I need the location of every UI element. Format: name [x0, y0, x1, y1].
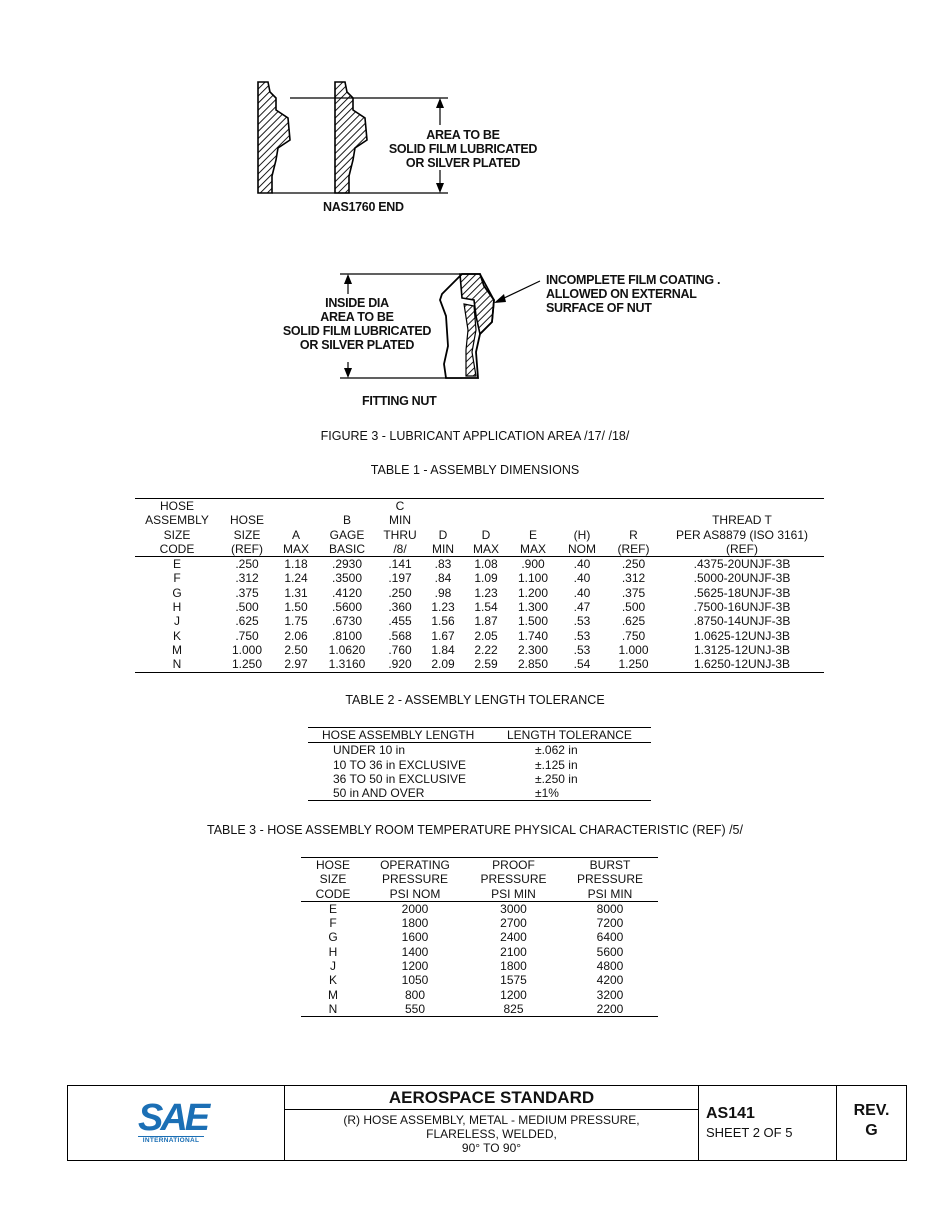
nut-inside-line-3: SOLID FILM LUBRICATED [282, 324, 432, 338]
sheet-number: SHEET 2 OF 5 [706, 1125, 793, 1140]
nas-end-label: NAS1760 END [323, 200, 404, 214]
table3-title: TABLE 3 - HOSE ASSEMBLY ROOM TEMPERATURE PHYSICAL CHARACTERISTIC (REF) /5/ [207, 823, 743, 837]
table-row: F 1800 2700 7200 [329, 916, 624, 931]
table-row: K 1050 1575 4200 [328, 973, 624, 988]
nut-note-line-1: INCOMPLETE FILM COATING . [546, 273, 721, 287]
table-row: J .625 1.75 .6730 .455 1.56 1.87 1.500 .53 .625 .8750-14UNJF-3B [174, 614, 791, 629]
t1-header-r: R (REF) [617, 527, 650, 556]
table-row: 50 in AND OVER ±1% [333, 786, 559, 801]
nut-inside-line-1: INSIDE DIA [325, 296, 389, 310]
table-row: 36 TO 50 in EXCLUSIVE ±.250 in [333, 771, 578, 786]
table-row: K .750 2.06 .8100 .568 1.67 2.05 1.740 .53 .750 1.0625-12UNJ-3B [172, 628, 791, 643]
t3-header-operating: OPERATING PRESSURE PSI NOM [380, 858, 450, 901]
t2-header-length: HOSE ASSEMBLY LENGTH [322, 728, 475, 742]
table3-header-row [301, 858, 658, 902]
table-row: G 1600 2400 6400 [328, 930, 624, 945]
sae-logo-sub: INTERNATIONAL [138, 1136, 204, 1144]
nut-inside-line-2: AREA TO BE [320, 310, 394, 324]
nut-note-arrow [494, 294, 506, 303]
sae-logo-icon: SAE [138, 1097, 208, 1139]
table1 [135, 498, 824, 673]
table-row: N 550 825 2200 [328, 1001, 624, 1016]
table-row: H 1400 2100 5600 [328, 944, 624, 959]
t1-header-d-min: D MIN [432, 527, 454, 556]
table-row: M 1.000 2.50 1.0620 .760 1.84 2.22 2.300 .53 1.000 1.3125-12UNJ-3B [172, 642, 791, 657]
nas-area-label [368, 128, 558, 170]
nut-inside-line-4: OR SILVER PLATED [299, 338, 415, 352]
nas-end-right-wall [335, 82, 367, 193]
table-row: E 2000 3000 8000 [328, 901, 624, 916]
doc-number: AS141 [706, 1105, 755, 1122]
desc-line-3: 90° TO 90° [461, 1141, 522, 1155]
t1-header-a: A MAX [282, 527, 309, 556]
nut-note-leader [500, 281, 540, 300]
table3-body [301, 901, 658, 1016]
t1-header-b: B GAGE BASIC [328, 513, 365, 556]
figure-3-drawing [0, 0, 950, 420]
t2-header-tolerance: LENGTH TOLERANCE [507, 728, 632, 742]
table-row: N 1.250 2.97 1.3160 .920 2.09 2.59 2.850 .54 1.250 1.6250-12UNJ-3B [172, 657, 791, 672]
t1-header-size-code: HOSE ASSEMBLY SIZE CODE [145, 499, 209, 556]
table-row: 10 TO 36 in EXCLUSIVE ±.125 in [333, 757, 578, 772]
desc-line-2: FLARELESS, WELDED, [426, 1127, 557, 1141]
table2-title: TABLE 2 - ASSEMBLY LENGTH TOLERANCE [345, 693, 605, 707]
nut-inside-label [276, 296, 438, 352]
fitting-nut-label: FITTING NUT [362, 394, 437, 408]
table3 [301, 857, 658, 1017]
t1-header-hose-size: HOSE SIZE (REF) [229, 513, 264, 556]
sae-logo [138, 1097, 208, 1144]
figure-caption: FIGURE 3 - LUBRICANT APPLICATION AREA /17/ /18/ [320, 429, 630, 443]
table2-body [308, 743, 651, 801]
nas-label-line-2: SOLID FILM LUBRICATED [388, 142, 538, 156]
nut-note-label [546, 273, 720, 315]
table2-header-row [308, 728, 651, 743]
table-row: UNDER 10 in ±.062 in [333, 743, 578, 758]
document-description [285, 1113, 698, 1155]
nut-note-line-2: ALLOWED ON EXTERNAL [546, 287, 697, 301]
title-block [67, 1085, 907, 1161]
nas-label-line-1: AREA TO BE [426, 128, 500, 142]
nut-note-line-3: SURFACE OF NUT [546, 301, 652, 315]
table-row: M 800 1200 3200 [328, 987, 624, 1002]
t1-header-e: E MAX [519, 527, 546, 556]
nas-arrow-up [436, 98, 444, 108]
table-row: J 1200 1800 4800 [330, 959, 624, 974]
t1-header-c: C MIN THRU /8/ [383, 499, 417, 556]
t3-header-size-code: HOSE SIZE CODE [315, 858, 351, 901]
standard-title: AEROSPACE STANDARD [388, 1088, 595, 1107]
desc-line-1: (R) HOSE ASSEMBLY, METAL - MEDIUM PRESSURE, [343, 1113, 640, 1127]
table-row: H .500 1.50 .5600 .360 1.23 1.54 1.300 .47 .500 .7500-16UNJF-3B [172, 600, 791, 615]
t1-header-h: (H) NOM [568, 527, 596, 556]
table1-title: TABLE 1 - ASSEMBLY DIMENSIONS [370, 463, 580, 477]
nut-arrow-down [344, 368, 352, 378]
nas-label-line-3: OR SILVER PLATED [405, 156, 521, 170]
table2 [308, 727, 651, 801]
nut-arrow-up [344, 274, 352, 284]
rev-label: REV. [853, 1102, 890, 1119]
nas-arrow-down [436, 183, 444, 193]
rev-value: G [865, 1122, 878, 1139]
nas-end-left-wall [258, 82, 290, 193]
t1-header-d-max: D MAX [472, 527, 499, 556]
table1-body [135, 557, 824, 672]
table-row: F .312 1.24 .3500 .197 .84 1.09 1.100 .40 .312 .5000-20UNJF-3B [173, 571, 791, 586]
t1-header-thread: THREAD T PER AS8879 (ISO 3161) (REF) [675, 513, 809, 556]
t3-header-proof: PROOF PRESSURE PSI MIN [480, 858, 547, 901]
t3-header-burst: BURST PRESSURE PSI MIN [576, 858, 644, 901]
table-row: E .250 1.18 .2930 .141 .83 1.08 .900 .40 .250 .4375-20UNJF-3B [172, 557, 791, 572]
table1-header-row [135, 499, 824, 557]
table-row: G .375 1.31 .4120 .250 .98 1.23 1.200 .40 .375 .5625-18UNJF-3B [172, 585, 791, 600]
